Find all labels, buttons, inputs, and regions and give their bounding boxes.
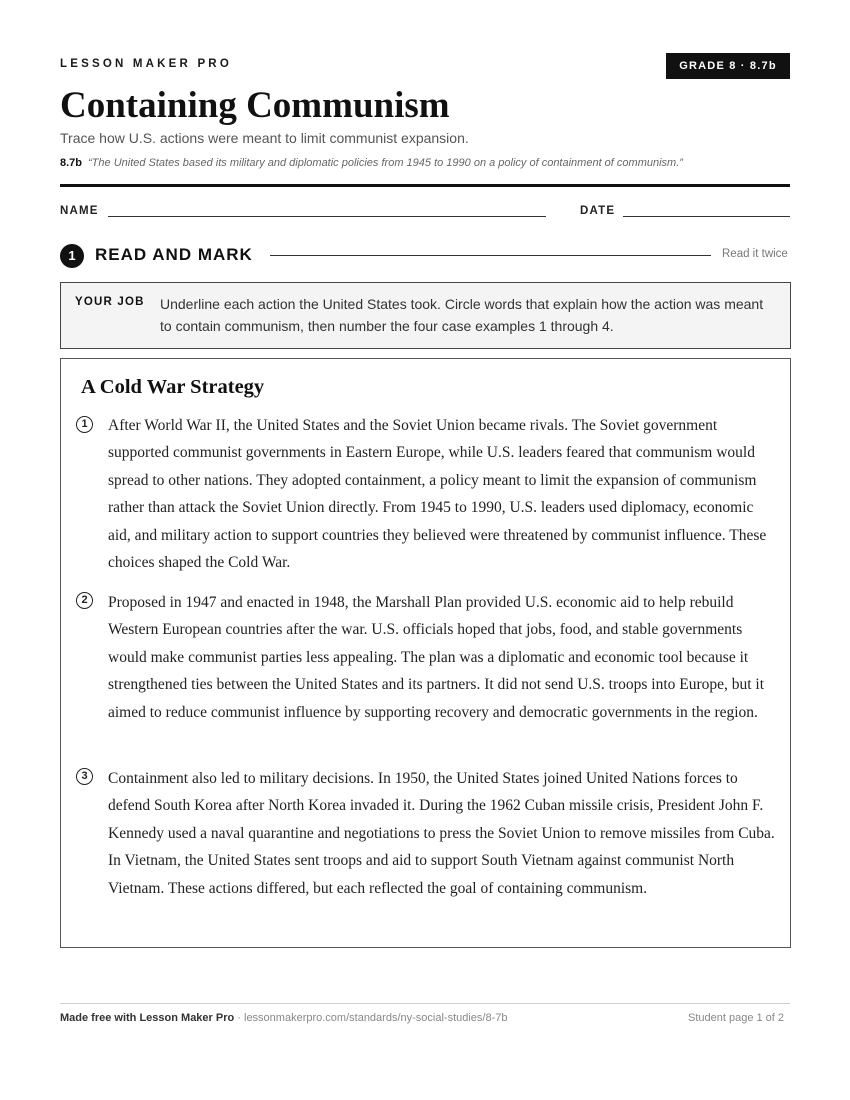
section-divider <box>270 255 711 256</box>
section-title: READ AND MARK <box>95 245 253 264</box>
paragraph-text: Containment also led to military decisions. In 1950, the United States joined United Nations forces to defend South Korea after North Korea invaded it. During the 1962 Cuban missile crisis, President John F. Kennedy used a naval quarantine and negotiations to press the Soviet Union to remove missiles from Cuba. In Vietnam, the United States sent troops and aid to support South Vietnam against communist North Vietnam. These actions differed, but each reflected the goal of containing communism. <box>108 770 775 897</box>
date-field[interactable] <box>623 216 790 217</box>
reading-title: A Cold War Strategy <box>81 376 265 398</box>
paragraph-text: After World War II, the United States and the Soviet Union became rivals. The Soviet government supported communist governments in Eastern Europe, while U.S. leaders feared that communism would spread to other nations. They adopted containment, a policy meant to limit the expansion of communism rather than attack the Soviet Union directly. From 1945 to 1990, U.S. leaders used diplomacy, economic aid, and military action to support countries they believed were threatened by communist influence. These choices shaped the Cold War. <box>108 417 767 572</box>
date-label: DATE <box>580 205 616 217</box>
footer-url[interactable]: · lessonmakerpro.com/standards/ny-social-studies/8-7b <box>234 1012 508 1024</box>
page-subtitle: Trace how U.S. actions were meant to limit communist expansion. <box>60 130 469 146</box>
page-indicator: Student page 1 of 2 <box>688 1012 785 1024</box>
header-divider <box>60 184 790 187</box>
standard-code: 8.7b <box>60 157 83 169</box>
page-title: Containing Communism <box>60 85 450 126</box>
job-instructions: Underline each action the United States took. Circle words that explain how the action was meant to contain communism, then number the four case examples 1 through 4. <box>160 296 764 334</box>
paragraph-number: 3 <box>76 768 93 785</box>
section-number-badge: 1 <box>60 244 84 268</box>
footer-made-with: Made free with Lesson Maker Pro <box>60 1012 235 1024</box>
footer-divider <box>60 1003 790 1004</box>
paragraph-number: 1 <box>76 416 93 433</box>
name-field[interactable] <box>108 216 546 217</box>
footer-credit <box>60 1012 508 1024</box>
brand-name: LESSON MAKER PRO <box>60 58 232 70</box>
section-note: Read it twice <box>722 248 788 260</box>
job-label: YOUR JOB <box>75 296 145 308</box>
grade-badge: GRADE 8 · 8.7b <box>666 53 790 79</box>
name-label: NAME <box>60 205 99 217</box>
standard-text: “The United States based its military and diplomatic policies from 1945 to 1990 on a policy of containment of communism.” <box>88 157 683 169</box>
standard-line <box>60 157 683 169</box>
paragraph-text: Proposed in 1947 and enacted in 1948, the Marshall Plan provided U.S. economic aid to help rebuild Western European countries after the war. U.S. officials hoped that jobs, food, and stable governments would make communist parties less appealing. The plan was a diplomatic and economic tool because it strengthened ties between the United States and its partners. It did not send U.S. troops into Europe, but it aimed to reduce communist influence by supporting recovery and democratic governments in the region. <box>108 594 765 721</box>
paragraph-number: 2 <box>76 592 93 609</box>
